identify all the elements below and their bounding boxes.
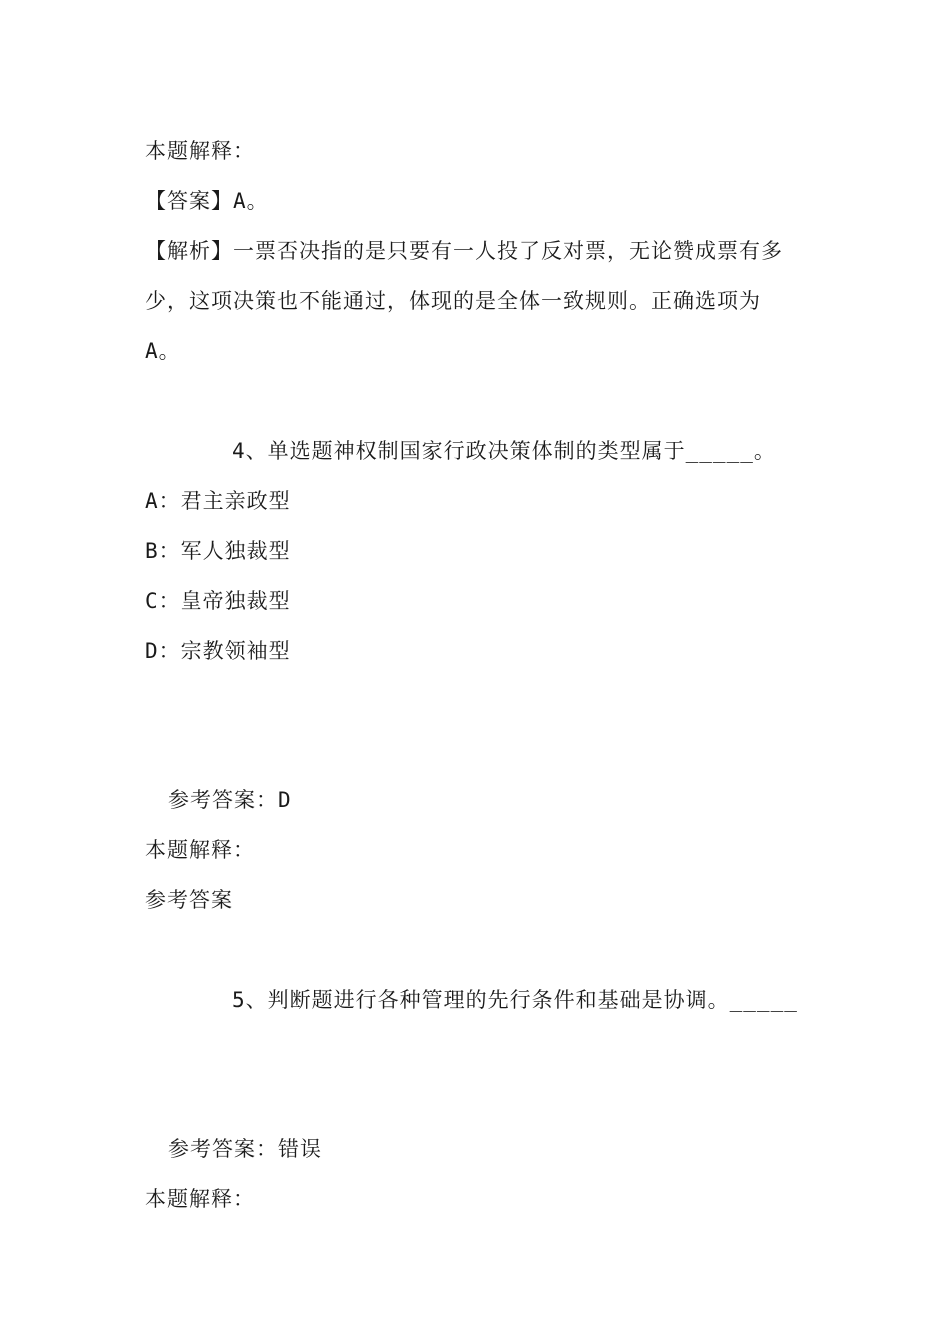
q3-analysis-line-2: 少，这项决策也不能通过，体现的是全体一致规则。正确选项为 — [145, 289, 761, 313]
q5-explain-label: 本题解释： — [145, 1187, 255, 1211]
q5-reference-answer: 参考答案：错误 — [168, 1137, 322, 1161]
q4-stem: 4、单选题神权制国家行政决策体制的类型属于_____。 — [232, 439, 776, 463]
q4-option-a: A：君主亲政型 — [145, 489, 291, 513]
q3-analysis-line-3: A。 — [145, 339, 181, 363]
q4-option-d: D：宗教领袖型 — [145, 639, 291, 663]
q4-reference-answer: 参考答案：D — [168, 788, 292, 812]
q4-explain-label: 本题解释： — [145, 838, 255, 862]
q4-option-c: C：皇帝独裁型 — [145, 589, 291, 613]
q3-answer: 【答案】A。 — [145, 189, 269, 213]
q4-explain-text: 参考答案 — [145, 888, 233, 912]
q3-analysis-line-1: 【解析】一票否决指的是只要有一人投了反对票，无论赞成票有多 — [145, 239, 783, 263]
q4-option-b: B：军人独裁型 — [145, 539, 291, 563]
q5-stem: 5、判断题进行各种管理的先行条件和基础是协调。_____ — [232, 988, 798, 1012]
q3-explain-label: 本题解释： — [145, 139, 255, 163]
